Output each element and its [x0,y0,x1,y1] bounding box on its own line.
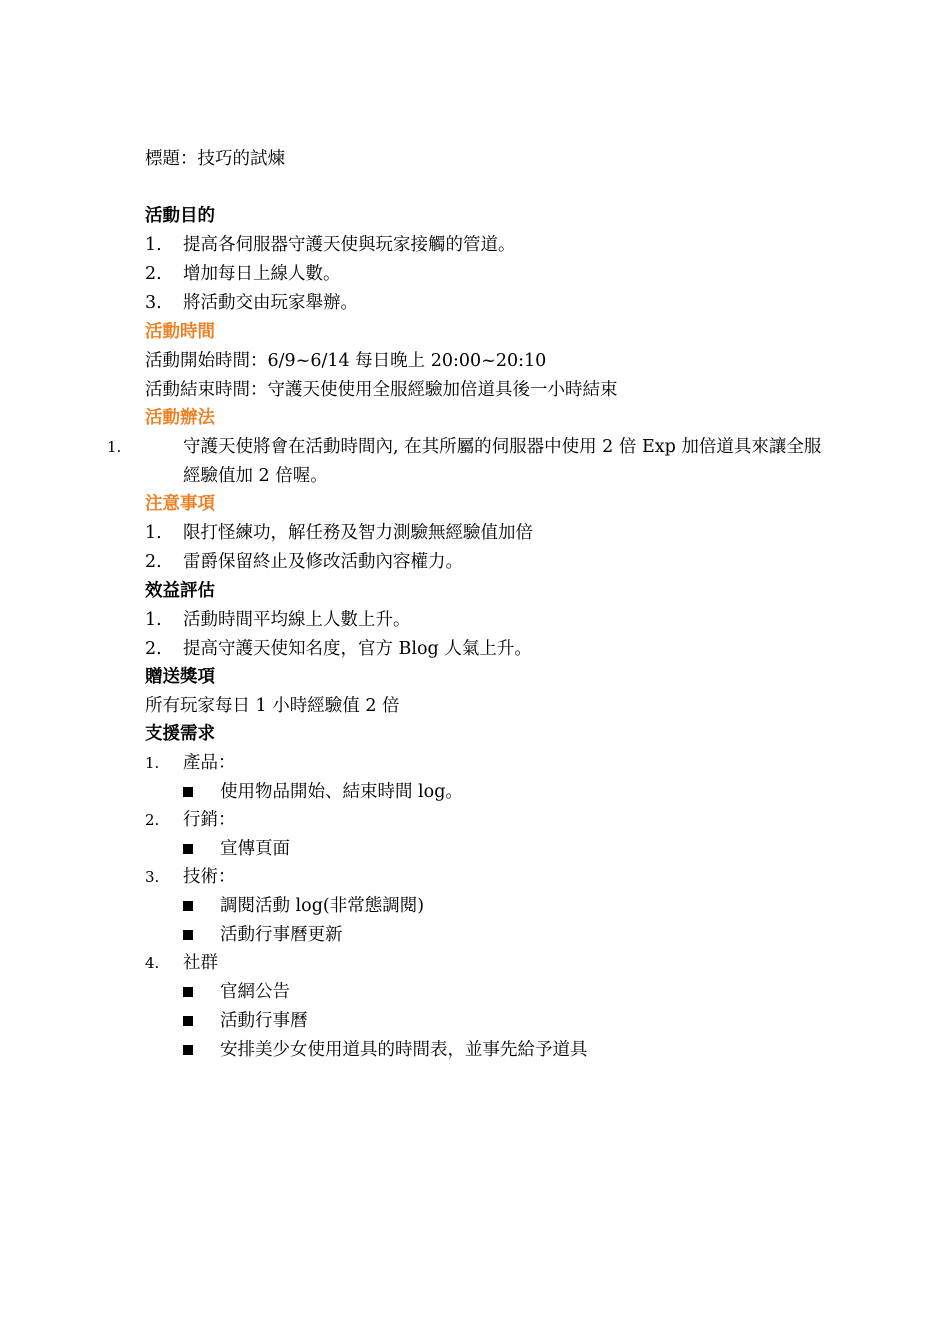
prize-text: 所有玩家每日 1 小時經驗值 2 倍 [145,696,400,716]
support-group-tech: 3. 技術： [145,867,236,887]
support-bullet: 調閱活動 log(非常態調閱) [183,892,424,921]
square-bullet-icon [183,787,193,797]
square-bullet-icon [183,1016,193,1026]
benefit-heading: 效益評估 [145,581,215,601]
square-bullet-icon [183,901,193,911]
method-heading: 活動辦法 [145,408,215,428]
support-bullet: 活動行事曆 [183,1007,308,1036]
support-bullet: 宣傳頁面 [183,835,290,864]
support-bullet: 使用物品開始、結束時間 log。 [183,778,463,807]
square-bullet-icon [183,930,193,940]
benefit-item: 1. 活動時間平均線上人數上升。 [145,610,411,630]
purpose-item: 3. 將活動交由玩家舉辦。 [145,293,358,313]
support-group-community: 4. 社群 [145,953,218,973]
support-heading: 支援需求 [145,724,215,744]
support-group-product: 1. 產品： [145,753,236,773]
support-bullet: 活動行事曆更新 [183,921,343,950]
document-title: 標題：技巧的試煉 [145,149,285,169]
prize-heading: 贈送獎項 [145,667,215,687]
time-start: 活動開始時間：6/9~6/14 每日晚上 20:00~20:10 [145,351,547,371]
method-item: 1. 守護天使將會在活動時間內, 在其所屬的伺服器中使用 2 倍 Exp 加倍道具來讓全服經驗值加 2 倍喔。 [107,437,822,486]
notes-item: 1. 限打怪練功，解任務及智力測驗無經驗值加倍 [145,523,533,543]
square-bullet-icon [183,1045,193,1055]
support-bullet: 官網公告 [183,978,290,1007]
square-bullet-icon [183,844,193,854]
purpose-heading: 活動目的 [145,206,215,226]
time-end: 活動結束時間：守護天使使用全服經驗加倍道具後一小時結束 [145,380,618,400]
time-heading: 活動時間 [145,322,215,342]
benefit-item: 2. 提高守護天使知名度，官方 Blog 人氣上升。 [145,639,532,659]
support-group-marketing: 2. 行銷： [145,810,236,830]
notes-heading: 注意事項 [145,494,215,514]
purpose-item: 2. 增加每日上線人數。 [145,264,341,284]
square-bullet-icon [183,987,193,997]
support-bullet: 安排美少女使用道具的時間表，並事先給予道具 [183,1036,588,1065]
notes-item: 2. 雷爵保留終止及修改活動內容權力。 [145,552,463,572]
purpose-item: 1. 提高各伺服器守護天使與玩家接觸的管道。 [145,235,516,255]
